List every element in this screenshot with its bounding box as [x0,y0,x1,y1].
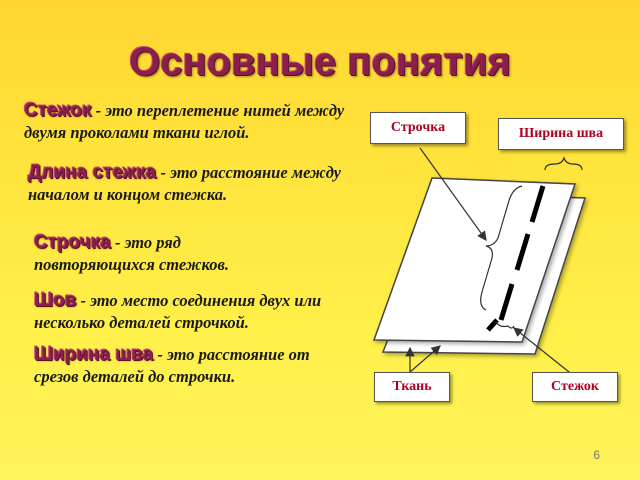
term-seam-width: Ширина шва [34,344,154,365]
page-number: 6 [593,448,600,462]
definition-seam-width-text: - это расстояние от срезов деталей до строчки. [34,345,310,386]
term-stitch: Стежок [24,100,92,121]
term-stitching: Строчка [34,232,111,253]
slide-title: Основные понятия [129,40,511,84]
label-stitching: Строчка [370,112,466,144]
definition-stitch-text: - это переплетение нитей между двумя проколами ткани иглой. [24,101,345,142]
label-stitch: Стежок [532,372,618,402]
term-seam: Шов [34,290,77,311]
label-fabric: Ткань [374,372,450,402]
seam-width-brace [545,158,582,170]
definition-stitching-text: - это ряд повторяющихся стежков. [34,233,229,274]
label-seam-width: Ширина шва [498,118,624,150]
definition-stitch-length-text: - это расстояние между началом и концом стежка. [28,163,342,204]
term-stitch-length: Длина стежка [28,162,157,183]
definition-seam-text: - это место соединения двух или несколько деталей строчкой. [34,291,322,332]
